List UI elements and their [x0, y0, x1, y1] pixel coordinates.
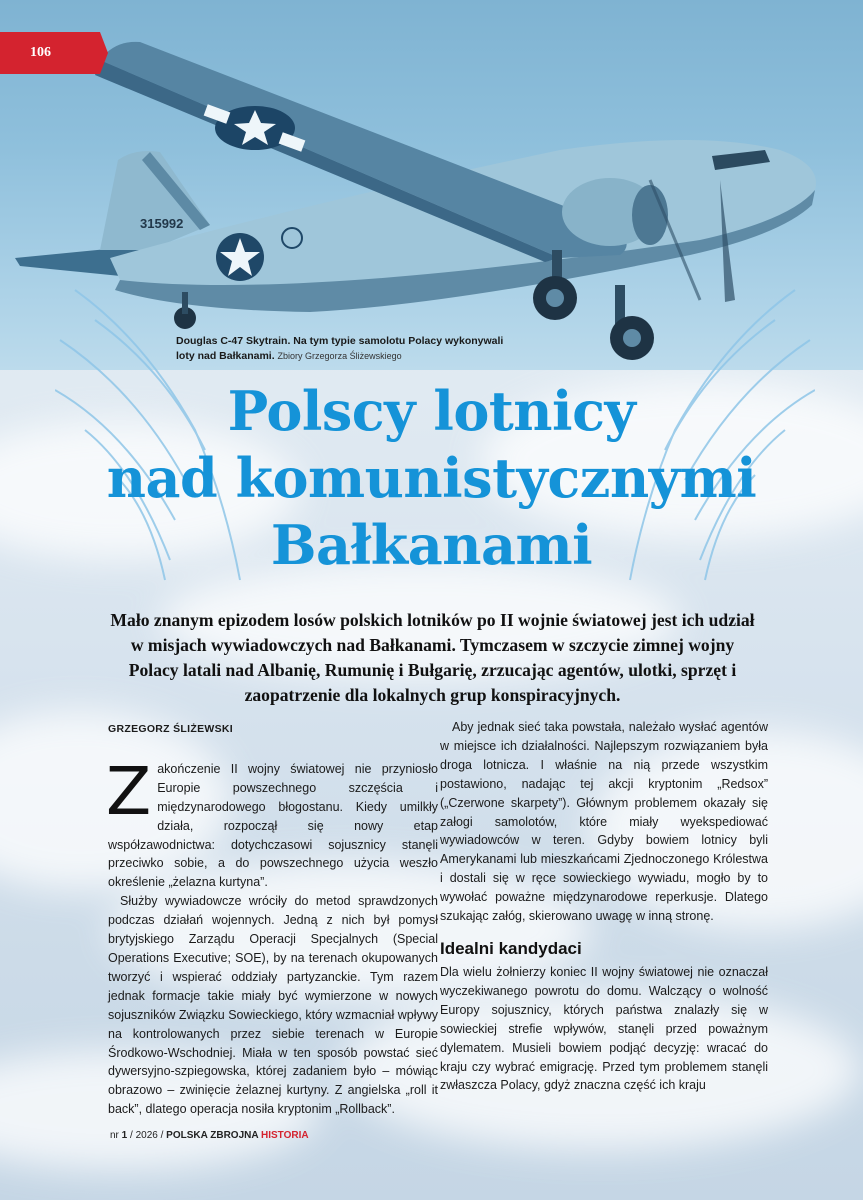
footer-magazine: POLSKA ZBROJNA — [166, 1130, 261, 1141]
article-lead: Mało znanym epizodem losów polskich lotników po II wojnie światowej jest ich udział w misjach wywiadowczych nad Bałkanami. Tymczasem w szczycie zimnej wojny Polacy latali nad Albanię, Rumunię i Bułgarię, zrzucając agentów, ulotki, sprzęt i zaopatrzenie dla lokalnych grup konspiracyjnych. — [110, 610, 755, 705]
tail-number: 315992 — [140, 216, 184, 231]
paragraph-3: Aby jednak sieć taka powstała, należało wysłać agentów w miejsce ich działalności. Najlepszym rozwiązaniem była droga lotnicza. I właśnie na nią przede wszystkim postawiono, nadając tej akcji kryptonim „Redsox” („Czerwone skarpety”). Głównym problemem okazały się załogi samolotów, które miały wyekspediować wywiadowców w teren. Gdyby bowiem lotnicy byli Amerykanami lub mieszkańcami Zjednoczonego Królestwa i dostali się w ręce sowieckiego wywiadu, mogło by to wywołać poważne międzynarodowe reperkusje. Dlatego szukając załóg, skierowano uwagę w inną stronę. — [440, 720, 768, 924]
footer-section: HISTORIA — [260, 1130, 309, 1141]
paragraph-1-text: akończenie II wojny światowej nie przyniosło Europie powszechnego szczęścia i międzynarodowego błogostanu. Kiedy umilkły działa, rozpoczął się nowy etap współzawodnictwa: dotychczasowi sojusznicy stanęli przeciwko sobie, a do powszechnego użycia weszło określenie „żelazna kurtyna”. — [108, 761, 438, 890]
title-line-2: nad komunistycznymi — [106, 446, 757, 510]
section-heading: Idealni kandydaci — [440, 938, 582, 958]
footer-year: / 2026 / — [127, 1130, 167, 1141]
paragraph-1 — [106, 752, 438, 892]
caption-text: Douglas C-47 Skytrain. Na tym typie samolotu Polacy wykonywali loty nad Bałkanami. — [176, 335, 504, 362]
page-number: 106 — [30, 45, 51, 60]
caption-credit: Zbiory Grzegorza Śliżewskiego — [277, 351, 402, 361]
footer-issue: 1 — [121, 1130, 128, 1141]
author-byline: GRZEGORZ ŚLIŻEWSKI — [108, 723, 233, 735]
paragraph-2: Służby wywiadowcze wróciły do metod sprawdzonych podczas działań wojennych. Jedną z nich był pomysł brytyjskiego Zarządu Operacji Specjalnych (Special Operations Executive; SOE), by na terenach okupowanych tworzyć i wspierać oddziały partyzanckie. Tym razem jednak formacje takie miały być wymierzone w nowych sojuszników Związku Sowieckiego, który wzmacniał wpływy na kontrolowanych przez siebie terenach w Europie Środkowo-Wschodniej. Miała w ten sposób powstać sieć dywersyjno-szpiegowska, której zadaniem było – mówiąc obrazowo – zwinięcie żelaznej kurtyny. Z angielska „roll it back”, dlatego operacja nosiła kryptonim „Rollback”. — [108, 894, 438, 1117]
body-column-left — [108, 720, 438, 1119]
page-footer — [110, 1130, 309, 1141]
drop-cap: Z — [106, 752, 152, 830]
footer-prefix: nr — [110, 1130, 122, 1141]
paragraph-4: Dla wielu żołnierzy koniec II wojny światowej nie oznaczał wyczekiwanego powrotu do domu. Walczący o wolność Europy sojusznicy, których państwa znalazły się w sowieckiej strefie wpływów, stanęli przed poważnym dylematem. Musieli bowiem podjąć decyzję: wracać do kraju czy wybrać emigrację. Przed tym problemem stanęli zwłaszcza Polacy, gdyż znaczna część ich kraju — [440, 964, 768, 1093]
body-column-right — [440, 718, 768, 1095]
title-line-3: Bałkanami — [270, 513, 593, 577]
title-line-1: Polscy lotnicy — [227, 379, 636, 443]
article-title — [0, 378, 863, 579]
page-number-tab — [0, 32, 108, 74]
